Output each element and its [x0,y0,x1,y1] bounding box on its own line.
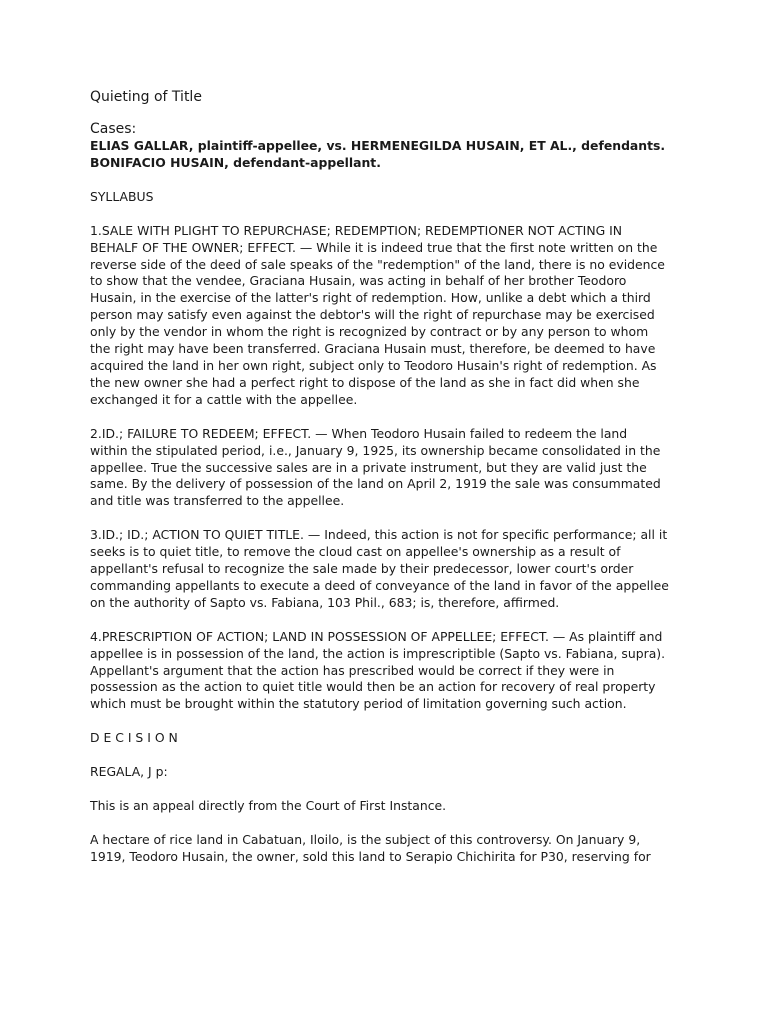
syllabus-item-2: 2.ID.; FAILURE TO REDEEM; EFFECT. — When Teodoro Husain failed to redeem the land within the stipulated period, i.e., January 9, 1925, its ownership became consolidated in the appellee. True the successive sales are in a private instrument, but they are valid just the same. By the delivery of possession of the land on April 2, 1919 the sale was consummated and title was transferred to the appellee. [90,425,661,509]
decision-label: D E C I S I O N [90,730,178,746]
body-paragraph-2: A hectare of rice land in Cabatuan, Iloilo, is the subject of this controversy. On January 9, 1919, Teodoro Husain, the owner, sold this land to Serapio Chichirita for P30, reserving for [90,832,651,864]
document-page [90,88,680,883]
ponente: REGALA, J p: [90,764,168,780]
document-title: Quieting of Title [90,89,202,105]
syllabus-item-1: 1.SALE WITH PLIGHT TO REPURCHASE; REDEMPTION; REDEMPTIONER NOT ACTING IN BEHALF OF THE OWNER; EFFECT. — While it is indeed true that the first note written on the reverse side of the deed of sale speaks of the "redemption" of the land, there is no evidence to show that the vendee, Graciana Husain, was acting in behalf of her brother Teodoro Husain, in the exercise of the latter's right of redemption. How, unlike a debt which a third person may satisfy even against the debtor's will the right of repurchase may be exercised only by the vendor in whom the right is recognized by contract or by any person to whom the right may have been transferred. Graciana Husain must, therefore, be deemed to have acquired the land in her own right, subject only to Teodoro Husain's right of redemption. As the new owner she had a perfect right to dispose of the land as she in fact did when she exchanged it for a cattle with the appellee. [90,222,665,407]
syllabus-item-3: 3.ID.; ID.; ACTION TO QUIET TITLE. — Indeed, this action is not for specific performance; all it seeks is to quiet title, to remove the cloud cast on appellee's ownership as a result of appellant's refusal to recognize the sale made by their predecessor, lower court's order commanding appellants to execute a deed of conveyance of the land in favor of the appellee on the authority of Sapto vs. Fabiana, 103 Phil., 683; is, therefore, affirmed. [90,527,669,610]
body-paragraph-1: This is an appeal directly from the Court of First Instance. [90,798,447,814]
syllabus-label: SYLLABUS [90,188,154,204]
cases-label: Cases: [90,121,137,137]
syllabus-item-4: 4.PRESCRIPTION OF ACTION; LAND IN POSSESSION OF APPELLEE; EFFECT. — As plaintiff and appellee is in possession of the land, the action is imprescriptible (Sapto vs. Fabiana, supra). Appellant's argument that the action has prescribed would be correct if they were in possession as the action to quiet title would then be an action for recovery of real property which must be brought within the statutory period of limitation governing such action. [90,628,666,712]
case-parties: ELIAS GALLAR, plaintiff-appellee, vs. HERMENEGILDA HUSAIN, ET AL., defendants. BONIFACIO HUSAIN, defendant-appellant. [90,138,666,170]
